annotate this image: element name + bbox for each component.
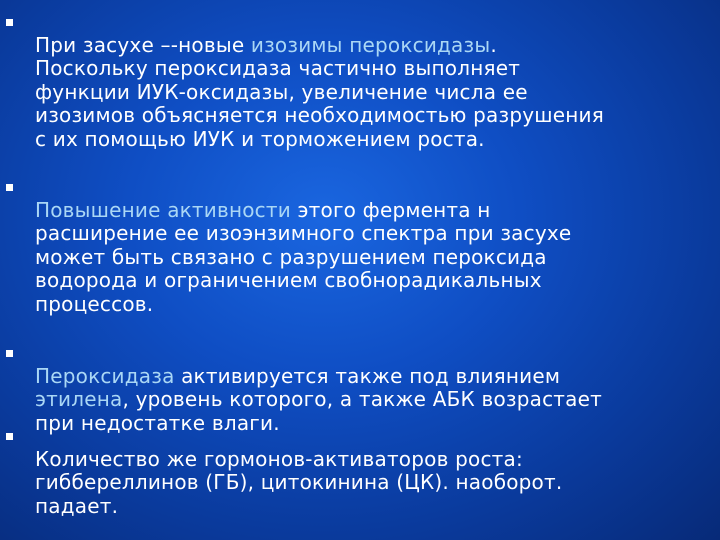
bullet-text — [35, 341, 707, 435]
highlighted-text: Повышение активности — [35, 197, 291, 222]
highlighted-text: Пероксидаза — [35, 363, 175, 388]
bullet-text — [35, 10, 707, 152]
text-segment: . Поскольку пероксидаза частично выполняет функции ИУК-оксидазы, увеличение числа ее изозимов объясняется необходимостью разрушения с их помощью ИУК и торможением роста. — [35, 32, 604, 151]
highlighted-text: этилена — [35, 387, 123, 412]
text-segment: активируется также под влиянием — [181, 363, 561, 388]
text-segment: Количество же гормонов-активаторов роста: гиббереллинов (ГБ), цитокинина (ЦК). наоборот. падает. — [35, 446, 563, 518]
bullet-square-icon — [6, 19, 13, 26]
bullet-square-icon — [6, 433, 13, 440]
bullet-text — [35, 175, 707, 317]
highlighted-text: изозимы пероксидазы — [250, 32, 491, 57]
text-segment: , уровень которого, а также АБК возрастает при недостатке влаги. — [35, 387, 602, 435]
text-segment: этого фермента н расширение ее изоэнзимного спектра при засухе может быть связано с разрушением пероксида водорода и ограничением свобнорадикальных процессов. — [35, 197, 572, 316]
bullet-text — [35, 424, 707, 518]
text-segment: При засухе –-новые — [35, 32, 251, 57]
bullet-square-icon — [6, 184, 13, 191]
bullet-square-icon — [6, 350, 13, 357]
